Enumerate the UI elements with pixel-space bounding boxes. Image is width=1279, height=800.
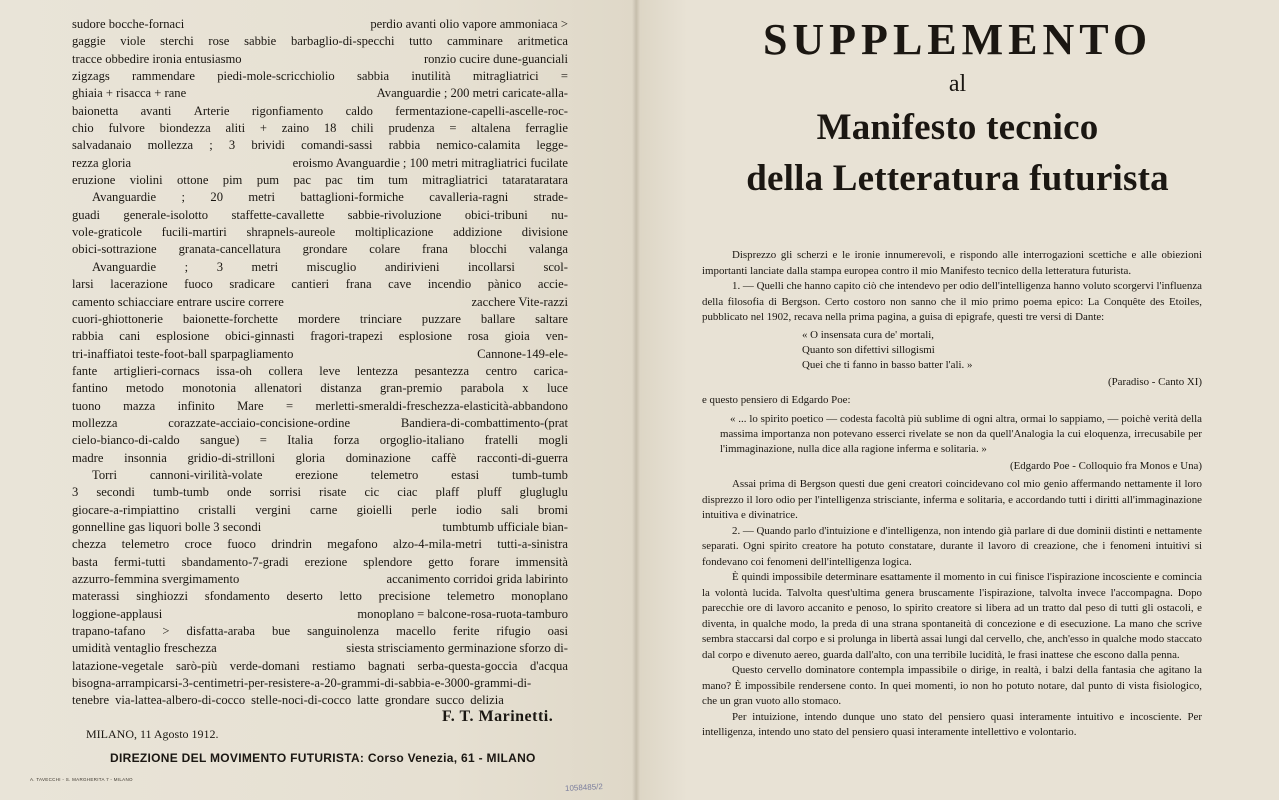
poem-line [72, 172, 568, 189]
poem-line-segment: baionetta avanti Arterie rigonfiamento caldo fermentazione-capelli-ascelle-roc- [72, 103, 568, 118]
poem-line [72, 519, 568, 536]
poem-line-segment: cuori-ghiottonerie baionette-forchette mordere trinciare puzzare ballare saltare [72, 311, 568, 326]
poem-line [72, 16, 568, 33]
poem-line-segment: 3 secondi tumb-tumb onde sorrisi risate cic ciac plaff pluff glugluglu [72, 485, 568, 500]
poem-line [72, 241, 568, 258]
poem-line-segment: chio fulvore biondezza aliti + zaino 18 chili prudenza = altalena ferraglie [72, 121, 568, 136]
poem-line-segment: madre insonnia gridio-di-strilloni gloria dominazione caffè racconti-di-guerra [72, 450, 568, 465]
poem-line-segment: tenebre via-lattea-albero-di-cocco stelle-noci-di-cocco latte grondare succo delizia [72, 693, 504, 708]
title-connector: al [948, 71, 967, 97]
poem-line-segment: rezza gloria [72, 155, 132, 170]
poem-line [72, 450, 568, 467]
poem-line [72, 51, 568, 68]
poem-line-segment: ghiaia + risacca + rane [72, 86, 187, 101]
dante-line: Quei che ti fanno in basso batter l'ali. » [802, 358, 973, 371]
poem-line-segment: sudore bocche-fornaci [72, 17, 185, 31]
dante-source: (Paradiso - Canto XI) [1107, 375, 1202, 388]
author-signature: F. T. Marinetti. [442, 708, 554, 725]
poem-line-segment: eruzione violini ottone pim pum pac pac tim tum mitragliatrici tatarataratara [72, 173, 568, 188]
poem-line [72, 120, 568, 137]
poem-line [72, 554, 568, 571]
paragraph-1: 1. — Quelli che hanno capito ciò che intendevo per odio dell'intelligenza hanno voluto scorgervi l'influenza della filosofia di Bergson. Certo costoro non sanno che il mio primo poema epico: La Conquête des Etoiles, pubblicato nel 1902, recava nella prima pagina, a guisa di epigrafe, questi tre versi di Dante: [702, 280, 1202, 323]
place-date: MILANO, 11 Agosto 1912. [86, 727, 219, 741]
poem-line [72, 259, 568, 276]
poem-line-segment: fantino metodo monotonia allenatori distanza gran-premio parabola x luce [72, 381, 568, 396]
poem-line [72, 675, 568, 692]
poem-line-segment: larsi lacerazione fuoco sradicare cantieri frana cave incendio pànico accie- [72, 277, 568, 292]
poem-line-segment: guadi generale-isolotto staffette-cavallette sabbie-rivoluzione obici-tribuni nu- [72, 207, 568, 222]
poem-line [72, 484, 568, 501]
poem-line [72, 346, 568, 363]
paragraph-intro: Disprezzo gli scherzi e le ironie innumerevoli, e rispondo alle interrogazioni scettiche e alle obiezioni importanti lanciate dalla stampa europea contro il mio Manifesto tecnico della letteratura futurista. [702, 249, 1202, 277]
poem-line-segment: tumbtumb ufficiale bian- [442, 519, 568, 534]
poem-line-segment: bisogna-arrampicarsi-3-centimetri-per-resistere-a-20-grammi-di-sabbia-e-3000-grammi-di- [72, 676, 532, 691]
poem-line-segment: gonnelline gas liquori bolle 3 secondi [72, 519, 262, 534]
poem-line-segment: gaggie viole sterchi rose sabbie barbaglio-di-specchi tutto camminare aritmetica [72, 34, 568, 49]
dante-quote [802, 328, 1202, 373]
poem-line [72, 398, 568, 415]
right-page [636, 0, 1279, 800]
poem-line [72, 380, 568, 397]
poem-line [72, 207, 568, 224]
manifesto-body [702, 248, 1202, 741]
poem-line [72, 137, 568, 154]
paragraph-4: È quindi impossibile determinare esattamente il momento in cui finisce l'ispirazione incosciente e comincia la volontà lucida. Talvolta quest'ultima genera bruscamente l'ispirazione, talvolta invece l'accompagna. Dopo parecchie ore di lavoro accanito e penoso, lo spirito creatore si libera ad un tratto dal peso di tutti gli ostacoli, e diventa, in qualche modo, la preda di una strana spontaneità di concezione e di esecuzione. La mano che scrive sembra staccarsi dal corpo e si prolunga in libertà assai lungi dal cervello, che, anch'esso in qualche modo staccato dal corpo e divenuto aereo, guarda dall'alto, con una terribile lucidità, le frasi inattese che escono dalla penna. [702, 571, 1202, 661]
poe-source: (Edgardo Poe - Colloquio fra Monos e Una) [1009, 459, 1202, 472]
archive-stamp-number: 1058485/2 [564, 782, 604, 793]
poem-line [72, 311, 568, 328]
poem-line [72, 363, 568, 380]
left-page [0, 0, 636, 800]
poem-line-segment: mollezza corazzate-acciaio-concisione-ordine Bandiera-di-combattimento-(prat [72, 415, 568, 430]
poem-line [72, 68, 568, 85]
poem-line [72, 224, 568, 241]
paragraph-6: Per intuizione, intendo dunque uno stato del pensiero quasi interamente intuitivo e incosciente. Per intelligenza, intendo uno stato del pensiero quasi interamente intellettivo e volontario. [702, 710, 1202, 738]
poem-line [72, 502, 568, 519]
poe-quote: « ... lo spirito poetico — codesta facoltà più sublime di ogni altra, ormai lo sappiamo, — poichè verità della massima importanza non potevano esserci rivelate se non da quell'Analogia la cui eloquenza, irrecusabile per l'immaginazione, nulla dice alla ragione inferma e solitaria. » [720, 412, 1202, 455]
poem-line-segment: siesta strisciamento germinazione sforzo di- [346, 641, 568, 656]
poem-line-segment: materassi singhiozzi sfondamento deserto letto precisione telemetro monoplano [72, 589, 568, 604]
poem-line-segment: zacchere Vite-razzi [471, 294, 568, 309]
poem-line [72, 640, 568, 657]
poem-line-segment: Avanguardie ; 20 metri battaglioni-formiche cavalleria-ragni strade- [92, 190, 568, 205]
poem-line [72, 276, 568, 293]
poem-line-segment: cielo-bianco-di-caldo sangue) = Italia forza orgoglio-italiano fratelli mogli [72, 433, 568, 448]
paragraph-2: Assai prima di Bergson questi due geni creatori coincidevano col mio genio affermando nettamente il loro disprezzo il loro odio per l'intelligenza strisciante, inferma e solitaria, e accordando tutti i diritti all'immaginazione intuitiva e divinatrice. [702, 478, 1202, 521]
paragraph-5: Questo cervello dominatore contempla impassibile o dirige, in realtà, i balzi della fantasia che agitano la mano? È impossibile rendersene conto. In quei momenti, io non ho potuto notare, dal punto di vista fisiologico, che un gran vuoto allo stomaco. [702, 664, 1202, 707]
poem-line-segment: giocare-a-rimpiattino cristalli vergini carne gioielli perle iodio sali bromi [72, 502, 568, 517]
poem-line-segment: basta fermi-tutti sbandamento-7-gradi erezione splendore getto forare immensità [72, 554, 568, 569]
subtitle-line-2: della Letteratura futurista [746, 158, 1169, 199]
poem-line-segment: chezza telemetro croce fuoco drindrin megafono alzo-4-mila-metri tutti-a-sinistra [72, 537, 568, 552]
poem-line-segment: obici-sottrazione granata-cancellatura grondare colare frana blocchi valanga [72, 242, 568, 257]
poem-line [72, 536, 568, 553]
poem-line [72, 189, 568, 206]
poem-line-segment: ronzio cucire dune-guanciali [423, 51, 568, 66]
poem-line [72, 85, 568, 102]
poem-line-segment: accanimento corridoi grida labirinto [386, 572, 568, 586]
poem-line [72, 658, 568, 675]
poem-line [72, 571, 568, 588]
poem-line-segment: rabbia cani esplosione obici-ginnasti fragori-trapezi esplosione rosa gioia ven- [72, 329, 568, 344]
poem-line-segment: zigzags rammendare piedi-mole-scricchiolio sabbia inutilità mitragliatrici = [72, 69, 568, 84]
poem-line-segment: monoplano = balcone-rosa-ruota-tamburo [357, 606, 568, 621]
poem-line [72, 103, 568, 120]
poem-line [72, 328, 568, 345]
poem-line [72, 606, 568, 623]
poem-line [72, 467, 568, 484]
dante-line: « O insensata cura de' mortali, [802, 328, 935, 341]
poem-line [72, 294, 568, 311]
poem-text [72, 16, 568, 710]
poem-line-segment: perdio avanti olio vapore ammoniaca > [370, 17, 568, 31]
printer-imprint: A. TAVECCHI - S. MARGHERITA 7 - MILANO [30, 777, 133, 782]
poem-line-segment: tri-inaffiatoi teste-foot-ball sparpagliamento [72, 346, 294, 361]
poem-line-segment: Avanguardie ; 3 metri miscuglio andirivieni incollarsi scol- [92, 259, 568, 274]
poem-line-segment: trapano-tafano > disfatta-araba bue sanguinolenza macello ferite rifugio oasi [72, 624, 568, 639]
poem-line-segment: eroismo Avanguardie ; 100 metri mitragliatrici fucilate [292, 155, 568, 170]
subtitle-line-1: Manifesto tecnico [816, 107, 1099, 148]
poem-line [72, 155, 568, 172]
poem-line-segment: vole-graticole fucili-martiri shrapnels-aureole moltiplicazione addizione divisione [72, 225, 568, 240]
poem-line-segment: Cannone-149-ele- [477, 346, 568, 361]
center-fold [632, 0, 640, 800]
poem-line-segment: salvadanaio mollezza ; 3 brividi comandi-sassi rabbia nemico-calamita legge- [72, 138, 568, 153]
poem-line-segment: tracce obbedire ironia entusiasmo [72, 51, 242, 66]
poem-line-segment: azzurro-femmina svergimamento [72, 572, 240, 586]
poem-line [72, 415, 568, 432]
poem-line-segment: camento schiacciare entrare uscire correre [72, 294, 284, 309]
poem-line-segment: Torri cannoni-virilità-volate erezione telemetro estasi tumb-tumb [92, 467, 568, 482]
movement-address: DIREZIONE DEL MOVIMENTO FUTURISTA: Corso Venezia, 61 - MILANO [110, 751, 536, 765]
poem-line-segment: umidità ventaglio freschezza [72, 641, 217, 656]
paragraph-3: 2. — Quando parlo d'intuizione e d'intelligenza, non intendo già parlare di due dominii distinti e nettamente separati. Ogni spirito creatore ha potuto constatare, durante il lavoro di creazione, che i fenomeni intuitivi si fondevano coi fenomeni dell'intelligenza logica. [702, 524, 1202, 568]
poem-line [72, 432, 568, 449]
poem-line [72, 623, 568, 640]
poem-line-segment: loggione-applausi [72, 606, 163, 621]
dante-line: Quanto son difettivi sillogismi [802, 343, 935, 356]
poem-line [72, 33, 568, 50]
poem-line-segment: latazione-vegetale sarò-più verde-domani restiamo bagnati serba-questa-goccia d'acqua [72, 658, 568, 673]
poem-line [72, 588, 568, 605]
poem-line-segment: tuono mazza infinito Mare = merletti-smeraldi-freschezza-elasticità-abbandono [72, 398, 568, 413]
poem-line-segment: Avanguardie ; 200 metri caricate-alla- [376, 86, 568, 101]
poem-line-segment: fante artiglieri-cornacs issa-oh collera leve lentezza pesantezza centro carica- [72, 363, 568, 378]
page-title: SUPPLEMENTO [762, 15, 1153, 64]
poe-intro: e questo pensiero di Edgardo Poe: [702, 394, 851, 406]
